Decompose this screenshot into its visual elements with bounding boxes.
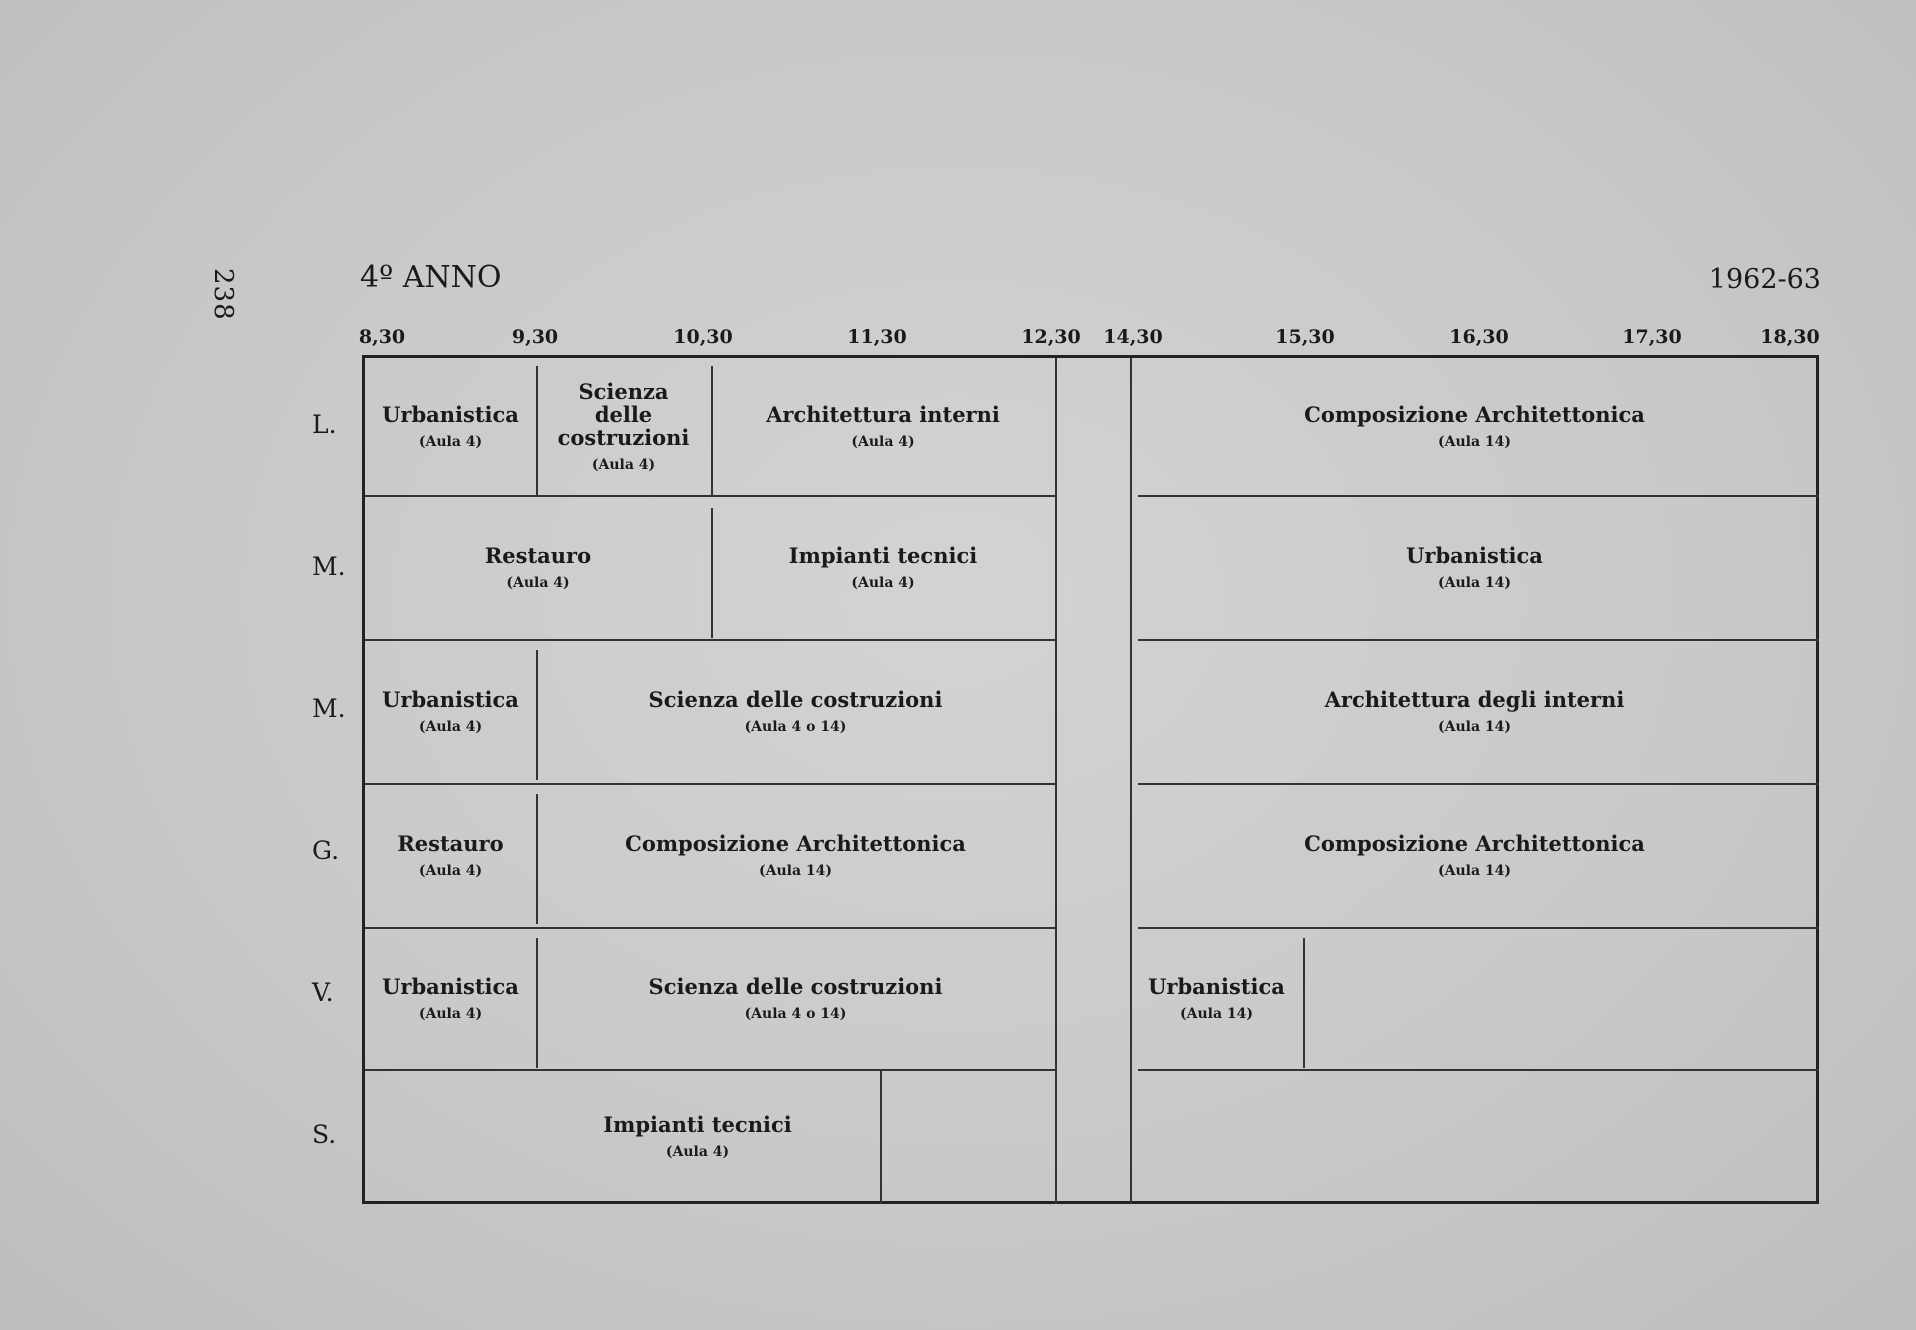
cell-thursday-composizione-pm: Composizione Architettonica (Aula 14)	[1304, 830, 1645, 879]
cell-monday-urbanistica: Urbanistica (Aula 4)	[382, 402, 519, 450]
timetable	[362, 355, 1819, 1204]
cell-saturday-impianti: Impianti tecnici (Aula 4)	[603, 1112, 792, 1160]
cell-monday-composizione: Composizione Architettonica (Aula 14)	[1304, 402, 1645, 450]
cell-divider	[880, 1070, 882, 1204]
cell-wednesday-urbanistica: Urbanistica (Aula 4)	[382, 686, 519, 735]
cell-friday-scienza: Scienza delle costruzioni (Aula 4 o 14)	[648, 973, 943, 1022]
cell-tuesday-restauro: Restauro (Aula 4)	[484, 542, 592, 591]
cell-thursday-composizione: Composizione Architettonica (Aula 14)	[625, 830, 966, 879]
day-label-thursday: G.	[312, 836, 340, 865]
time-label: 10,30	[673, 326, 733, 348]
time-label: 16,30	[1449, 326, 1509, 348]
year-label: 4º ANNO	[360, 260, 502, 295]
time-label: 17,30	[1622, 326, 1682, 348]
time-label: 9,30	[511, 326, 559, 348]
time-label: 15,30	[1275, 326, 1335, 348]
time-label: 18,30	[1760, 326, 1820, 348]
cell-monday-scienza: Scienza delle costruzioni (Aula 4)	[557, 379, 690, 473]
day-label-wednesday: M.	[312, 694, 346, 723]
day-label-saturday: S.	[312, 1120, 337, 1149]
cell-friday-urbanistica-pm: Urbanistica (Aula 14)	[1148, 973, 1285, 1022]
cell-tuesday-impianti: Impianti tecnici (Aula 4)	[788, 542, 978, 591]
cell-wednesday-architettura: Architettura degli interni (Aula 14)	[1324, 686, 1625, 735]
day-label-tuesday: M.	[312, 552, 346, 581]
page-number: 238	[208, 268, 238, 321]
cell-friday-urbanistica: Urbanistica (Aula 4)	[382, 973, 519, 1022]
cell-thursday-restauro: Restauro (Aula 4)	[397, 830, 504, 879]
time-label: 8,30	[358, 326, 406, 348]
day-label-monday: L.	[312, 410, 337, 439]
time-label: 12,30	[1021, 326, 1081, 348]
academic-year: 1962-63	[1708, 264, 1821, 295]
day-label-friday: V.	[312, 978, 334, 1007]
time-label: 14,30	[1103, 326, 1163, 348]
cell-monday-architettura: Architettura interni (Aula 4)	[766, 402, 1000, 450]
cell-divider	[1303, 938, 1305, 1068]
cell-tuesday-urbanistica: Urbanistica (Aula 14)	[1406, 542, 1543, 591]
row-divider	[1138, 1069, 1819, 1071]
break-line	[1055, 358, 1057, 1204]
time-label: 11,30	[847, 326, 907, 348]
cell-wednesday-scienza: Scienza delle costruzioni (Aula 4 o 14)	[648, 686, 943, 735]
